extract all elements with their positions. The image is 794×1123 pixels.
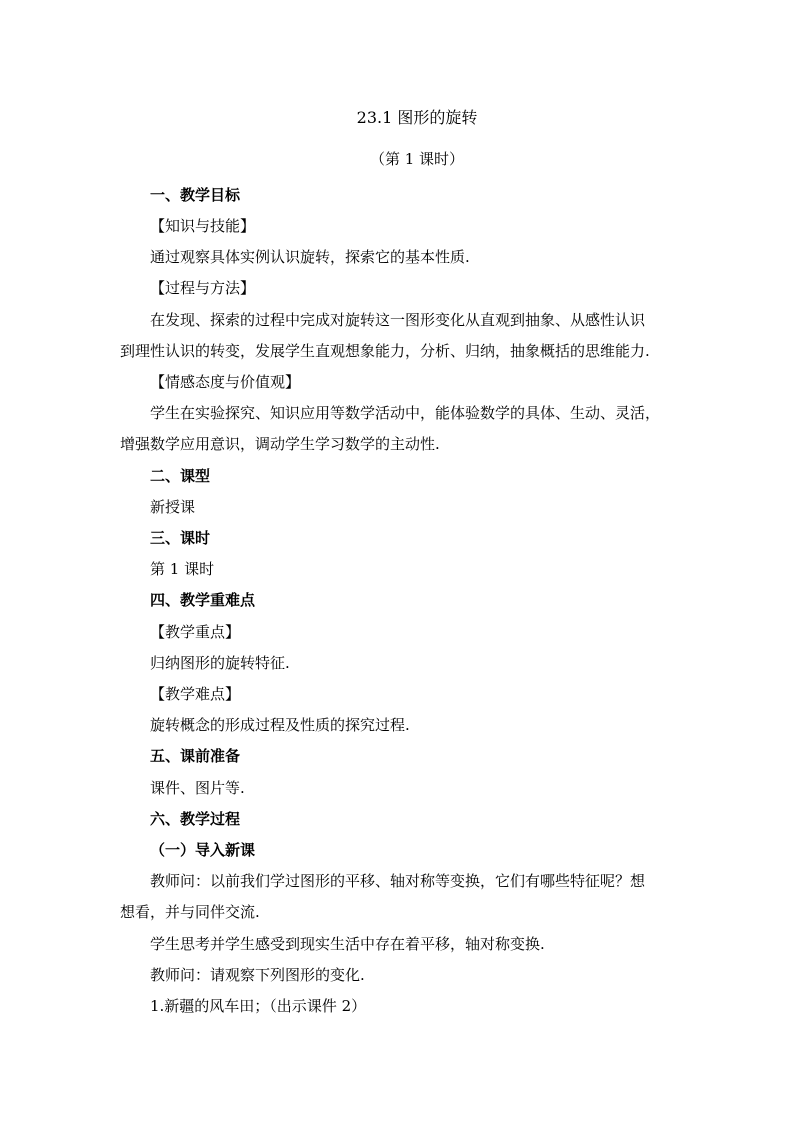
label-key-points: 【教学重点】: [150, 623, 241, 641]
text-knowledge-skills: 通过观察具体实例认识旋转，探索它的基本性质.: [150, 248, 470, 266]
section-heading-lesson-type: 二、课型: [150, 467, 211, 485]
section-heading-preparation: 五、课前准备: [150, 747, 241, 765]
text-emotion-values-line1: 学生在实验探究、知识应用等数学活动中，能体验数学的具体、生动、灵活，: [150, 404, 661, 422]
text-list-item-1: 1.新疆的风车田；（出示课件 2）: [150, 997, 367, 1015]
text-process-method-line2: 到理性认识的转变，发展学生直观想象能力，分析、归纳，抽象概括的思维能力.: [120, 342, 650, 360]
label-emotion-values: 【情感态度与价值观】: [150, 373, 301, 391]
text-difficult-points: 旋转概念的形成过程及性质的探究过程.: [150, 716, 410, 734]
section-heading-teaching-process: 六、教学过程: [150, 810, 241, 828]
label-difficult-points: 【教学难点】: [150, 685, 241, 703]
text-student-thinking: 学生思考并学生感受到现实生活中存在着平移，轴对称变换.: [150, 935, 545, 953]
text-lesson-type: 新授课: [150, 498, 196, 516]
text-emotion-values-line2: 增强数学应用意识，调动学生学习数学的主动性.: [120, 435, 440, 453]
label-process-method: 【过程与方法】: [150, 279, 256, 297]
text-teacher-observe: 教师问：请观察下列图形的变化.: [150, 966, 365, 984]
section-heading-key-difficult: 四、教学重难点: [150, 591, 256, 609]
text-process-method-line1: 在发现、探索的过程中完成对旋转这一图形变化从直观到抽象、从感性认识: [150, 311, 646, 329]
text-teacher-question-line2: 想看，并与同伴交流.: [120, 903, 260, 921]
text-preparation: 课件、图片等.: [150, 779, 245, 797]
text-periods: 第 1 课时: [150, 560, 215, 578]
text-key-points: 归纳图形的旋转特征.: [150, 654, 290, 672]
section-heading-objectives: 一、教学目标: [150, 186, 241, 204]
label-knowledge-skills: 【知识与技能】: [150, 217, 256, 235]
page-title: 23.1 图形的旋转: [356, 108, 478, 127]
subsection-heading-intro: （一）导入新课: [150, 841, 256, 859]
section-heading-periods: 三、课时: [150, 529, 211, 547]
page-subtitle: （第 1 课时）: [369, 150, 465, 168]
text-teacher-question-line1: 教师问：以前我们学过图形的平移、轴对称等变换，它们有哪些特征呢？想: [150, 872, 646, 890]
